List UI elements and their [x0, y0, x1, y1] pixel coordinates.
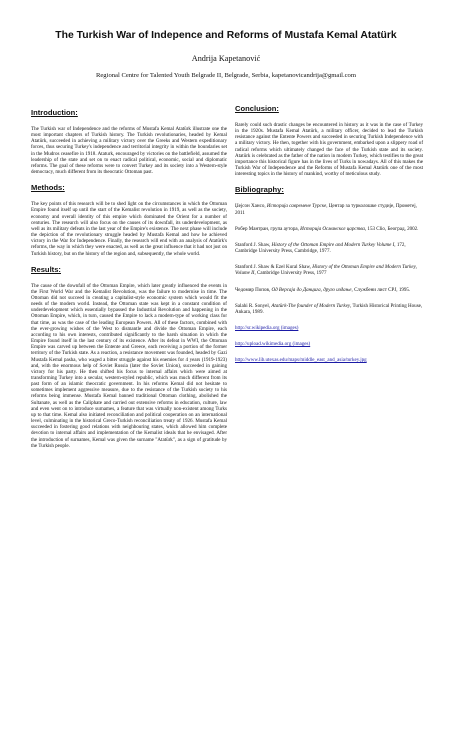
- introduction-heading: Introduction:: [31, 108, 78, 117]
- bibliography-url[interactable]: http://sr.wikipedia.org (images): [235, 324, 299, 331]
- bibliography-author: Stanford J. Shaw,: [235, 241, 272, 248]
- methods-section: [31, 183, 227, 256]
- author-name: Andrija Kapetanović: [191, 54, 261, 63]
- results-section: [31, 265, 227, 745]
- bibliography-title: Atatürk-The founder of Modern Turkey: [271, 302, 351, 309]
- bibliography-link[interactable]: [235, 325, 423, 331]
- bibliography-author: Stanford J. Shaw & Ezel Kural Shaw,: [235, 264, 313, 271]
- bibliography-author: Salahi R. Sonyel,: [235, 302, 272, 309]
- bibliography-link[interactable]: [235, 341, 423, 347]
- bibliography-author: Робер Мантран, група аутора,: [235, 225, 301, 232]
- bibliography-entry: [235, 203, 423, 215]
- bibliography-list: [235, 203, 423, 363]
- paper-title: The Turkish War of Indepence and Reforms of Mustafa Kemal Atatürk: [55, 30, 397, 41]
- bibliography-publisher: , Центар за турколошке студије, Прометеј, 2011: [235, 203, 417, 216]
- bibliography-title: Историја савремене Турске: [266, 203, 327, 210]
- bibliography-title: History of the Ottoman Empire and Modern Turkey Volume I: [271, 241, 395, 248]
- bibliography-title: Историја Османског царства: [300, 225, 365, 232]
- left-column: [31, 108, 227, 753]
- introduction-text: The Turkish war of Independence and the reforms of Mustafa Kemal Atatürk illustrate one the most important chapters of Turkish history. The Turkish revolutionaries, headed by Kemal Atatürk, succeeded in achieving a military victory over the Greeks and Western expeditionary forces, thus securing Turkey's independence and territorial integrity in within the boundaries set in the Mudros ceasefire in 1918. Ataturk, encouraged by victories on the battlefield, assumed the leadership of the state and set on to enact radical political, economic, social and diplomatic reforms. The goal of these reforms were to convert Turkey and its society into a Western-style democracy, much different from its theocratic Ottoman past.: [31, 126, 227, 176]
- methods-heading: Methods:: [31, 183, 65, 193]
- results-heading: Results:: [31, 264, 61, 274]
- bibliography-publisher: , Службени лист СРЈ, 1995.: [351, 286, 411, 293]
- bibliography-link[interactable]: [235, 357, 423, 363]
- bibliography-author: Чедомир Попов,: [235, 286, 272, 293]
- bibliography-url[interactable]: http://upload.wikimedia.org (images): [235, 341, 311, 348]
- bibliography-publisher: , 153 Clio, Београд, 2002.: [364, 225, 419, 232]
- bibliography-entry: [235, 303, 423, 315]
- bibliography-section: [235, 185, 423, 363]
- bibliography-title: History of the Ottoman Empire and Modern Turkey, Volume II: [235, 264, 417, 277]
- author-affiliation: Regional Centre for Talented Youth Belgrade II, Belgrade, Serbia, kapetanovicandrija@gmail.com: [95, 72, 356, 79]
- bibliography-publisher: , 172, Cambridge University Press, Cambridge, 1977.: [235, 241, 406, 255]
- conclusion-section: [235, 104, 423, 177]
- bibliography-publisher: , Turkish Historical Printing House, Ankara, 1989.: [235, 302, 423, 315]
- bibliography-entry: [235, 287, 423, 293]
- bibliography-entry: [235, 242, 423, 254]
- conclusion-text: Rarely could such drastic changes be encountered in history as it was in the case of Turkey in the 1920s. Mustafa Kemal Atatürk, a military officer, decided to lead the Turkish resistance against the Entente Powers and succeeded in securing Turkish Independence with a military victory. He then, together with his government, embarked upon a slippery road of radical reforms which ultimately changed the face of the Turkish state and its society. Atatürk is celebrated as the father of the nation in modern Turkey, which testifies to the great importance this historical figure has in the lives of Turks in nowadays. All of this makes the Turkish War of Independence and the Reforms of Mustafa Kemal Atatürk one of the most interesting topics in the history of mankind, worthy of meticulous study.: [235, 122, 423, 178]
- results-text: The cause of the downfall of the Ottoman Empire, which later greatly influenced the events in the First World War and the Kemalist Revolution, was the failure to modernise in time. The Ottoman did not succeed in creating a capitalist-style economic system which would fit the needs of the modern world. Instead, the Ottoman state was kept in a constant condition of underdevelopment which essentially bypassed the Industrial Revolution and happening in the Ottoman Empire, which, in turn, caused the Empire to lack a modern-type of working class for that time, as was the case of the leading European Powers. All of these factors, combined with the ever-growing wishes of the West to dismantle and divide the Ottoman Empire, each according to his own interests, contributed significantly to the harsh situation in which the Empire found itself in the last century of its existence. After its defeat in WWI, the Ottoman Empire was carved up between the Entente and Greece, each receiving a portion of the former territory of the Turkish state. As a reaction, a resistance movement was founded, headed by Gazi Mustafa Kemal pasha, who waged a bitter struggle against his enemies for 4 years (1919-1923) and, with the enormous help of Soviet Russia (later the Soviet Union), succeeded in gaining victory for his party. He then shifted his focus to internal affairs which were aimed at transforming Turkey into a secular, western-styled republic, which was much different from its past form of an islamic theocratic government. In his reforms Kemal did not hesitate to sometimes implement aggressive measure, due to the resistance of the Turkish society to his reforms being immense. Mustafa Kemal banned traditional Ottoman clothing, abolished the Sultanate, as well as the Caliphate and carried out extensive reforms in education, culture, law and even went on to introduce surnames, a feature that was virtually non-existent among Turks up to that time. Kemal also initiated reconciliation and political cooperation on an international level, culminating in the historical Greco-Turkish reconciliation treaty of 1926. Mustafa Kemal succeeded in fostering good relations with neighbouring states, which allowed him complete devotion to internal affairs and implementation of the Kemalist ideals that he envisaged. After the introduction of surnames, Kemal was given the surname "Atatürk", as a sign of gratitude by the Turkish people.: [31, 282, 227, 449]
- methods-text: The key points of this research will be to shed light on the circumstances in which the Ottoman Empire found itself up until the start of the Kemalist revolution in 1919, as well as the society, economy and overall identity of this empire which dominated the Orient for a number of centuries. The research will also focus on the causes of its downfall, its underdevelopment, as well as its military defeats in the last year of the Empire's existence. The next phase will include the depiction of the revolutionary struggle headed by Mustafa Kemal and how he achieved victory in the War for Independence. Finally, the research will end with an analysis of Atatürk's reforms, the way in which they were enacted, as well as the great influence that it had not just on Turkish history, but on the history of the region and, subsequently, the whole world.: [31, 201, 227, 257]
- conclusion-heading: Conclusion:: [235, 104, 279, 113]
- bibliography-author: Џејсон Хансо,: [235, 203, 267, 210]
- bibliography-entry: [235, 226, 423, 232]
- introduction-section: [31, 108, 227, 175]
- bibliography-entry: [235, 264, 423, 276]
- bibliography-url[interactable]: http://www.lib.utexas.edu/maps/middle_east_and_asia/turkey.jpg: [235, 357, 367, 364]
- bibliography-publisher: , Cambridge University Press, 1977: [254, 270, 327, 277]
- right-column: [235, 104, 423, 373]
- bibliography-heading: Bibliography:: [235, 185, 284, 195]
- bibliography-title: Од Версаја до Данцига, друго издање: [271, 286, 352, 293]
